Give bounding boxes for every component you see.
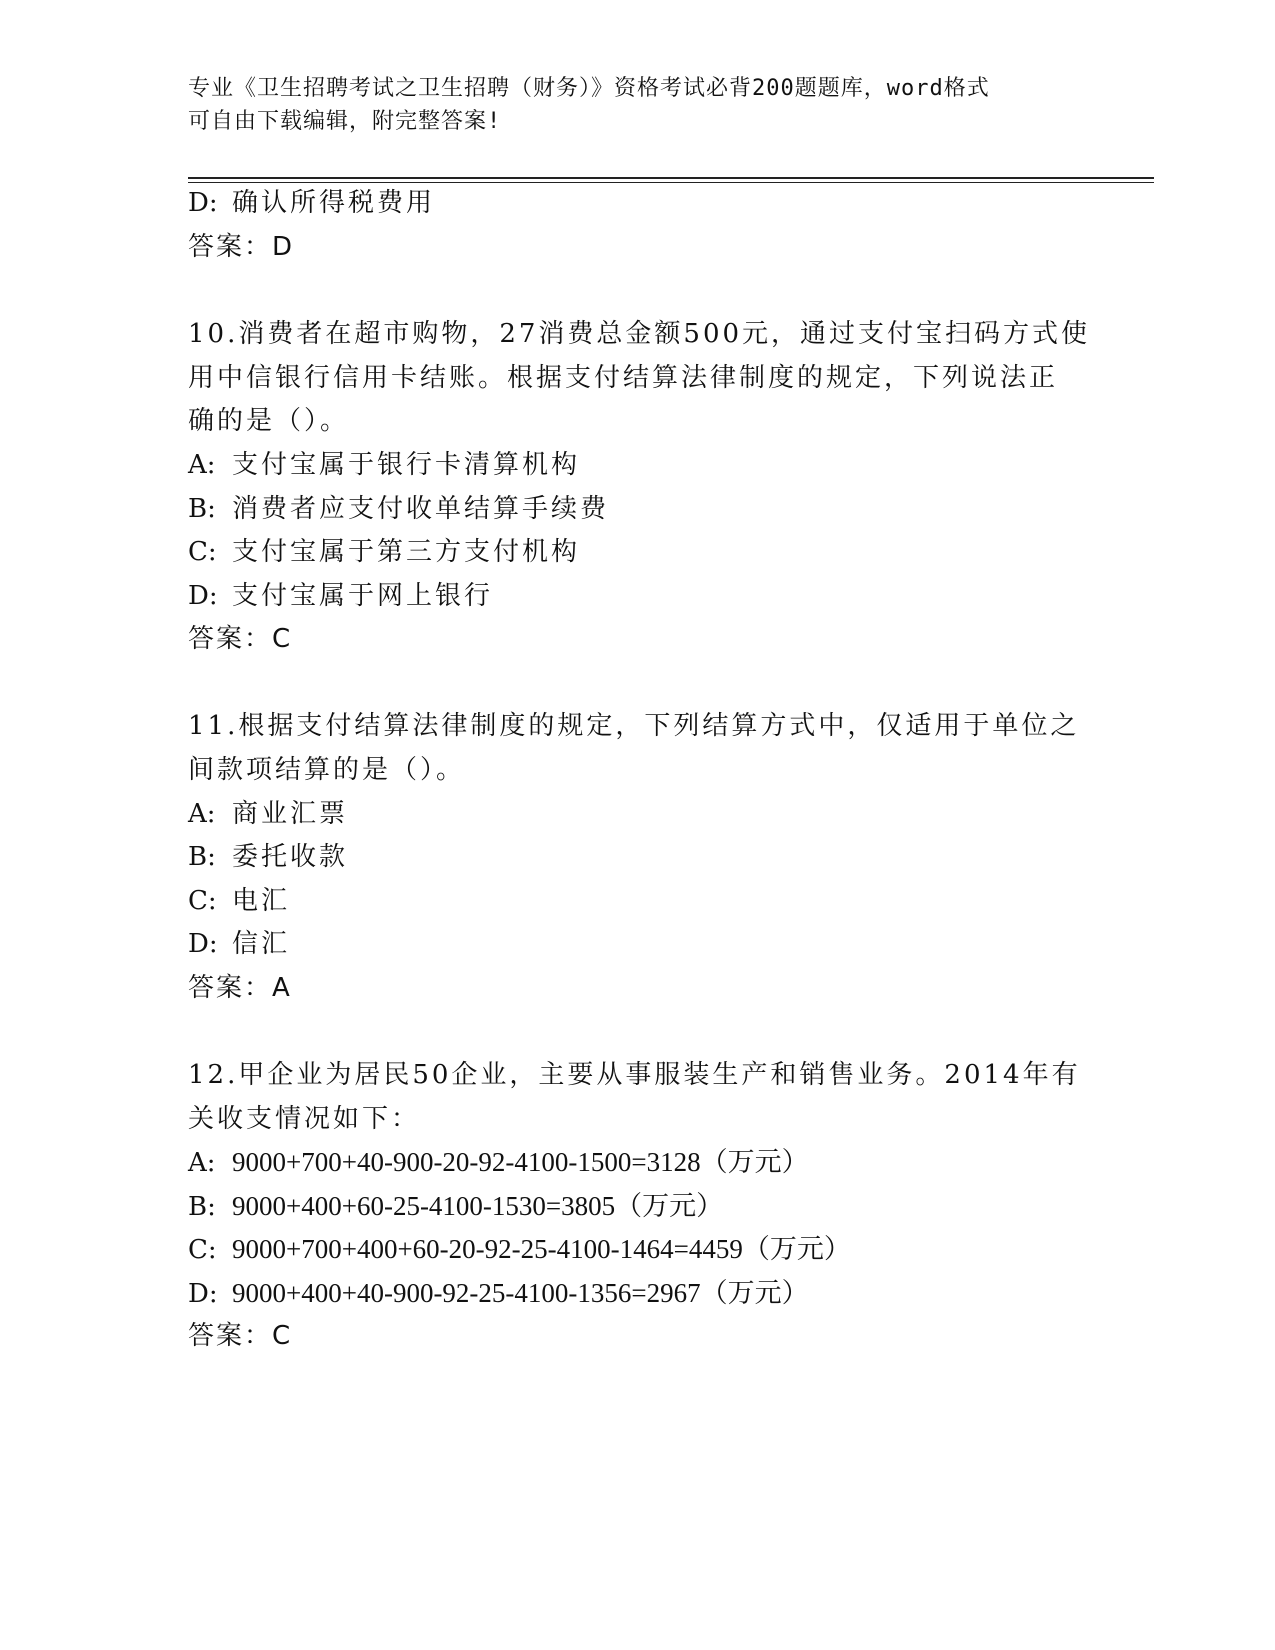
option-text: 委托收款 bbox=[232, 842, 349, 872]
header-line-1: 专业《卫生招聘考试之卫生招聘（财务）》资格考试必背200题题库，word格式 bbox=[188, 76, 990, 101]
option-text: 电汇 bbox=[232, 886, 291, 916]
q11-answer: 答案：A bbox=[188, 973, 292, 1003]
q12-answer: 答案：C bbox=[188, 1321, 293, 1351]
q10-answer: 答案：C bbox=[188, 624, 293, 654]
option-text: 商业汇票 bbox=[232, 799, 349, 829]
q10-stem-line-2: 用中信银行信用卡结账。根据支付结算法律制度的规定，下列说法正 bbox=[188, 363, 1059, 393]
prev-option-d bbox=[188, 186, 1108, 220]
q11-option-d bbox=[188, 927, 1108, 961]
option-letter: C: bbox=[188, 537, 217, 567]
option-text: 9000+700+400+60-20-92-25-4100-1464=4459（万元） bbox=[232, 1234, 851, 1264]
header-line-2: 可自由下载编辑，附完整答案! bbox=[188, 109, 502, 134]
option-text: 确认所得税费用 bbox=[232, 188, 436, 218]
q12-option-a bbox=[188, 1145, 1108, 1180]
q10-stem-line-1: 10.消费者在超市购物，27消费总金额500元，通过支付宝扫码方式使 bbox=[188, 319, 1091, 349]
option-letter: D: bbox=[188, 581, 218, 611]
option-letter: D: bbox=[188, 1279, 218, 1309]
q11-stem-line-1: 11.根据支付结算法律制度的规定，下列结算方式中，仅适用于单位之 bbox=[188, 711, 1080, 741]
q11-option-b bbox=[188, 840, 1108, 874]
option-letter: A: bbox=[188, 799, 216, 829]
q11-option-a bbox=[188, 797, 1108, 831]
header-divider-thin bbox=[188, 182, 1154, 183]
prev-answer: 答案：D bbox=[188, 232, 295, 262]
option-letter: A: bbox=[188, 1148, 216, 1178]
option-letter: D: bbox=[188, 929, 218, 959]
option-letter: B: bbox=[188, 842, 216, 872]
q10-option-d bbox=[188, 579, 1108, 613]
option-text: 9000+700+40-900-20-92-4100-1500=3128（万元） bbox=[232, 1147, 809, 1177]
q11-option-c bbox=[188, 884, 1108, 918]
q12-stem-line-1: 12.甲企业为居民50企业，主要从事服装生产和销售业务。2014年有 bbox=[188, 1060, 1081, 1090]
option-letter: C: bbox=[188, 886, 217, 916]
document-header bbox=[188, 72, 1088, 138]
header-divider-thick bbox=[188, 177, 1154, 179]
q12-stem-line-2: 关收支情况如下： bbox=[188, 1104, 421, 1134]
option-text: 9000+400+40-900-92-25-4100-1356=2967（万元） bbox=[232, 1278, 809, 1308]
option-letter: B: bbox=[188, 494, 216, 524]
q10-stem-line-3: 确的是（）。 bbox=[188, 406, 350, 436]
q12-option-d bbox=[188, 1276, 1108, 1311]
option-text: 9000+400+60-25-4100-1530=3805（万元） bbox=[232, 1191, 724, 1221]
q10-option-b bbox=[188, 492, 1108, 526]
q12-option-c bbox=[188, 1232, 1108, 1267]
option-text: 信汇 bbox=[232, 929, 291, 959]
q10-option-a bbox=[188, 448, 1108, 482]
option-letter: A: bbox=[188, 450, 216, 480]
option-letter: D: bbox=[188, 188, 218, 218]
q10-option-c bbox=[188, 535, 1108, 569]
q12-option-b bbox=[188, 1189, 1108, 1224]
option-letter: C: bbox=[188, 1235, 217, 1265]
option-text: 支付宝属于银行卡清算机构 bbox=[232, 450, 581, 480]
option-text: 支付宝属于第三方支付机构 bbox=[232, 537, 581, 567]
option-letter: B: bbox=[188, 1192, 216, 1222]
q11-stem-line-2: 间款项结算的是（）。 bbox=[188, 755, 466, 785]
option-text: 支付宝属于网上银行 bbox=[232, 581, 494, 611]
option-text: 消费者应支付收单结算手续费 bbox=[232, 494, 610, 524]
